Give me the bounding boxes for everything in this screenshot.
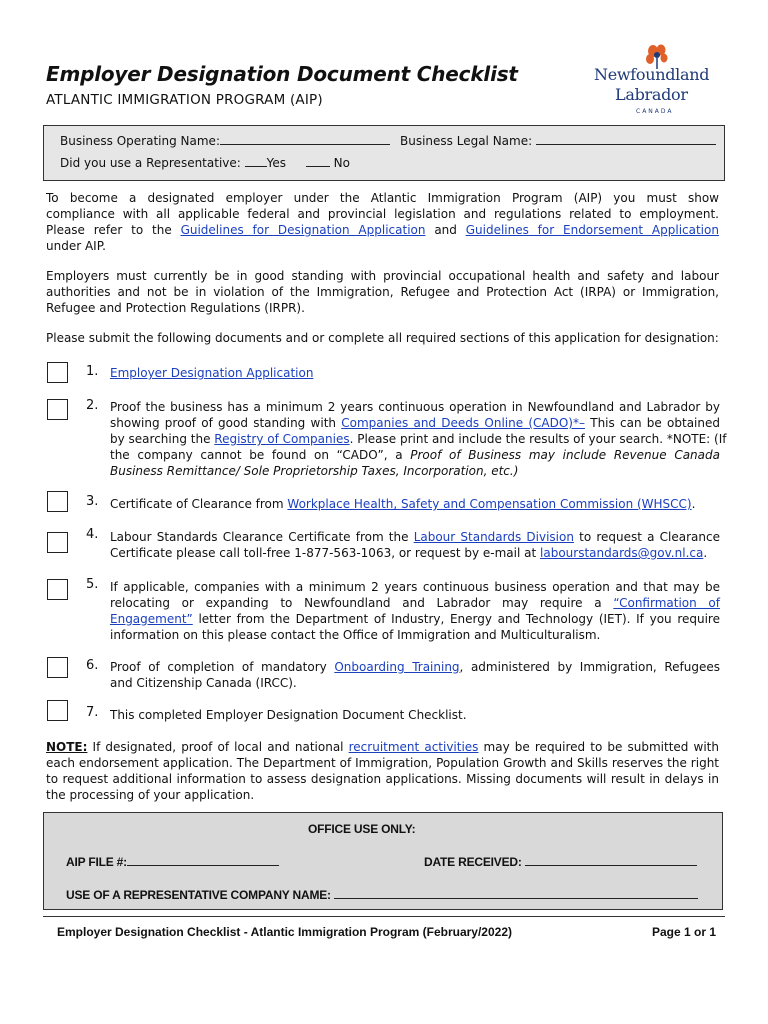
item-4	[110, 529, 720, 561]
item-6-line1-text: Proof of completion of mandatory	[110, 660, 327, 674]
item-4-line2-end: .	[703, 546, 708, 560]
office-use-box	[43, 812, 723, 910]
item-4-line1-end: to request a Clearance	[579, 530, 720, 544]
item-4-line2-text: Certificate please call toll-free 1-877-563-1063, or request by e-mail at	[110, 546, 537, 560]
intro-paragraph-1	[46, 190, 719, 254]
representative-company-field[interactable]	[334, 887, 698, 899]
item-2	[110, 399, 727, 479]
item-5-line4: information on this please contact the Office of Immigration and Multiculturalism.	[110, 628, 601, 642]
note-line3: to request additional information to assess designation applications. Missing documents will result in delays in	[46, 772, 719, 786]
aip-file-row	[66, 854, 279, 869]
item-4-line1-text: Labour Standards Clearance Certificate from the	[110, 530, 409, 544]
item-4-number: 4.	[86, 527, 99, 542]
recruitment-activities-link[interactable]: recruitment activities	[348, 740, 479, 754]
item-2-line3	[110, 431, 727, 447]
confirmation-of-engagement-link-cont[interactable]: Engagement”	[110, 612, 193, 626]
labour-standards-email-link[interactable]: labourstandards@gov.nl.ca	[540, 546, 704, 560]
logo-text-labrador: Labrador	[615, 85, 688, 104]
item-3	[110, 496, 720, 512]
item-2-line2-text: showing proof of good standing with	[110, 416, 337, 430]
item-3-text: Certificate of Clearance from	[110, 497, 284, 511]
cado-link[interactable]: Companies and Deeds Online (CADO)*–	[341, 416, 585, 430]
note-line1	[46, 739, 719, 755]
item-6-line1	[110, 659, 720, 675]
item-1	[110, 365, 720, 381]
checkbox-item-6[interactable]	[47, 657, 68, 678]
date-received-row	[424, 854, 697, 869]
page-title: Employer Designation Document Checklist	[46, 62, 518, 86]
footer-divider	[43, 916, 725, 917]
onboarding-training-link[interactable]: Onboarding Training	[334, 660, 460, 674]
checkbox-item-4[interactable]	[47, 532, 68, 553]
page-number: Page 1 or 1	[652, 925, 717, 939]
intro-p1-line3	[46, 222, 719, 238]
aip-file-label: AIP FILE #:	[66, 855, 127, 869]
item-2-line2-end: This can be obtained	[590, 416, 720, 430]
representative-company-label: USE OF A REPRESENTATIVE COMPANY NAME:	[66, 888, 331, 902]
item-6-line2: and Citizenship Canada (IRCC).	[110, 676, 297, 690]
item-6-number: 6.	[86, 658, 99, 673]
note-line1-text: If designated, proof of local and national	[92, 740, 344, 754]
note-line1-end: may be required to be submitted with	[483, 740, 719, 754]
intro-paragraph-2	[46, 268, 719, 316]
office-use-heading: OFFICE USE ONLY:	[308, 822, 416, 836]
intro-p3-line: Please submit the following documents and or complete all required sections of this application for designation:	[46, 331, 719, 345]
intro-p1-line2: compliance with all applicable federal and provincial legislation and regulations related to employment.	[46, 207, 719, 221]
item-2-line4	[110, 447, 720, 463]
item-5-number: 5.	[86, 577, 99, 592]
registry-of-companies-link[interactable]: Registry of Companies	[214, 432, 350, 446]
item-7	[110, 707, 720, 723]
intro-p1-line1: To become a designated employer under the Atlantic Immigration Program (AIP) you must show	[46, 191, 719, 205]
logo-text-canada: CANADA	[636, 108, 674, 115]
item-2-line3-end: . Please print and include the results of your search. *NOTE: (If	[349, 432, 727, 446]
item-2-line2	[110, 415, 720, 431]
employer-designation-application-link[interactable]: Employer Designation Application	[110, 366, 314, 380]
representative-company-row	[66, 887, 698, 902]
item-3-end: .	[691, 497, 696, 511]
item-5-line3-text: letter from the Department of Industry, Energy and Technology (IET). If you require	[198, 612, 720, 626]
representative-yes-field[interactable]	[245, 155, 267, 167]
intro-p2-line2: authorities and not be in violation of the Immigration, Refugee and Protection Act (IRPA) or Immigration,	[46, 285, 719, 299]
item-6	[110, 659, 720, 691]
aip-file-field[interactable]	[127, 854, 279, 866]
endorsement-guidelines-link[interactable]: Guidelines for Endorsement Application	[465, 223, 719, 237]
logo-text-newfoundland: Newfoundland	[594, 65, 710, 84]
item-7-number: 7.	[86, 705, 99, 720]
whscc-link[interactable]: Workplace Health, Safety and Compensation Commission (WHSCC)	[287, 497, 692, 511]
item-2-line4-text: the company cannot be found on “CADO”, a	[110, 448, 403, 462]
legal-name-label: Business Legal Name:	[400, 134, 533, 148]
operating-name-label: Business Operating Name:	[60, 134, 220, 148]
operating-name-field[interactable]	[220, 133, 390, 145]
intro-p2-line3: Refugee and Protection Regulations (IRPR).	[46, 301, 305, 315]
no-label: No	[333, 156, 350, 170]
checkbox-item-5[interactable]	[47, 579, 68, 600]
item-5-line3	[110, 611, 720, 627]
note-line2: each endorsement application. The Department of Immigration, Population Growth and Skills reserves the right	[46, 756, 719, 770]
item-7-text: This completed Employer Designation Document Checklist.	[110, 708, 467, 722]
item-5-line2-text: relocating or expanding to Newfoundland and Labrador may require a	[110, 596, 602, 610]
intro-paragraph-3	[46, 330, 719, 346]
checkbox-item-2[interactable]	[47, 399, 68, 420]
applicant-info-box	[43, 125, 725, 181]
legal-name-field[interactable]	[536, 133, 716, 145]
nl-logo	[590, 44, 718, 118]
yes-label: Yes	[266, 156, 287, 170]
confirmation-of-engagement-link[interactable]: “Confirmation of	[613, 596, 720, 610]
date-received-field[interactable]	[525, 854, 697, 866]
date-received-label: DATE RECEIVED:	[424, 855, 522, 869]
item-2-line3-text: by searching the	[110, 432, 211, 446]
item-5-line1: If applicable, companies with a minimum 2 years continuous business operation and that may be	[110, 580, 720, 594]
item-4-line1	[110, 529, 720, 545]
item-6-line1-end: , administered by Immigration, Refugees	[459, 660, 720, 674]
labour-standards-division-link[interactable]: Labour Standards Division	[413, 530, 574, 544]
note-paragraph	[46, 739, 719, 803]
item-2-line5: Business Remittance/ Sole Proprietorship Taxes, Incorporation, etc.)	[110, 464, 519, 478]
item-5	[110, 579, 720, 643]
checkbox-item-3[interactable]	[47, 491, 68, 512]
page-subtitle: ATLANTIC IMMIGRATION PROGRAM (AIP)	[46, 92, 323, 108]
checkbox-item-1[interactable]	[47, 362, 68, 383]
note-label: NOTE:	[46, 740, 88, 754]
checkbox-item-7[interactable]	[47, 700, 68, 721]
footer-title: Employer Designation Checklist - Atlantic Immigration Program (February/2022)	[57, 925, 512, 939]
designation-guidelines-link[interactable]: Guidelines for Designation Application	[180, 223, 426, 237]
intro-p1-and: and	[434, 223, 457, 237]
item-1-number: 1.	[86, 364, 99, 379]
note-line4: the processing of your application.	[46, 788, 255, 802]
representative-no-field[interactable]	[306, 155, 330, 167]
item-2-number: 2.	[86, 398, 99, 413]
representative-label: Did you use a Representative:	[60, 156, 241, 170]
item-2-line1: Proof the business has a minimum 2 years continuous operation in Newfoundland and Labrador by	[110, 400, 720, 414]
intro-p2-line1: Employers must currently be in good standing with provincial occupational health and safety and labour	[46, 269, 719, 283]
item-2-line4-italic: Proof of Business may include Revenue Canada	[410, 448, 720, 462]
item-3-number: 3.	[86, 494, 99, 509]
intro-p1-line4: under AIP.	[46, 239, 106, 253]
intro-p1-text: Please refer to the	[46, 223, 172, 237]
item-5-line2	[110, 595, 720, 611]
